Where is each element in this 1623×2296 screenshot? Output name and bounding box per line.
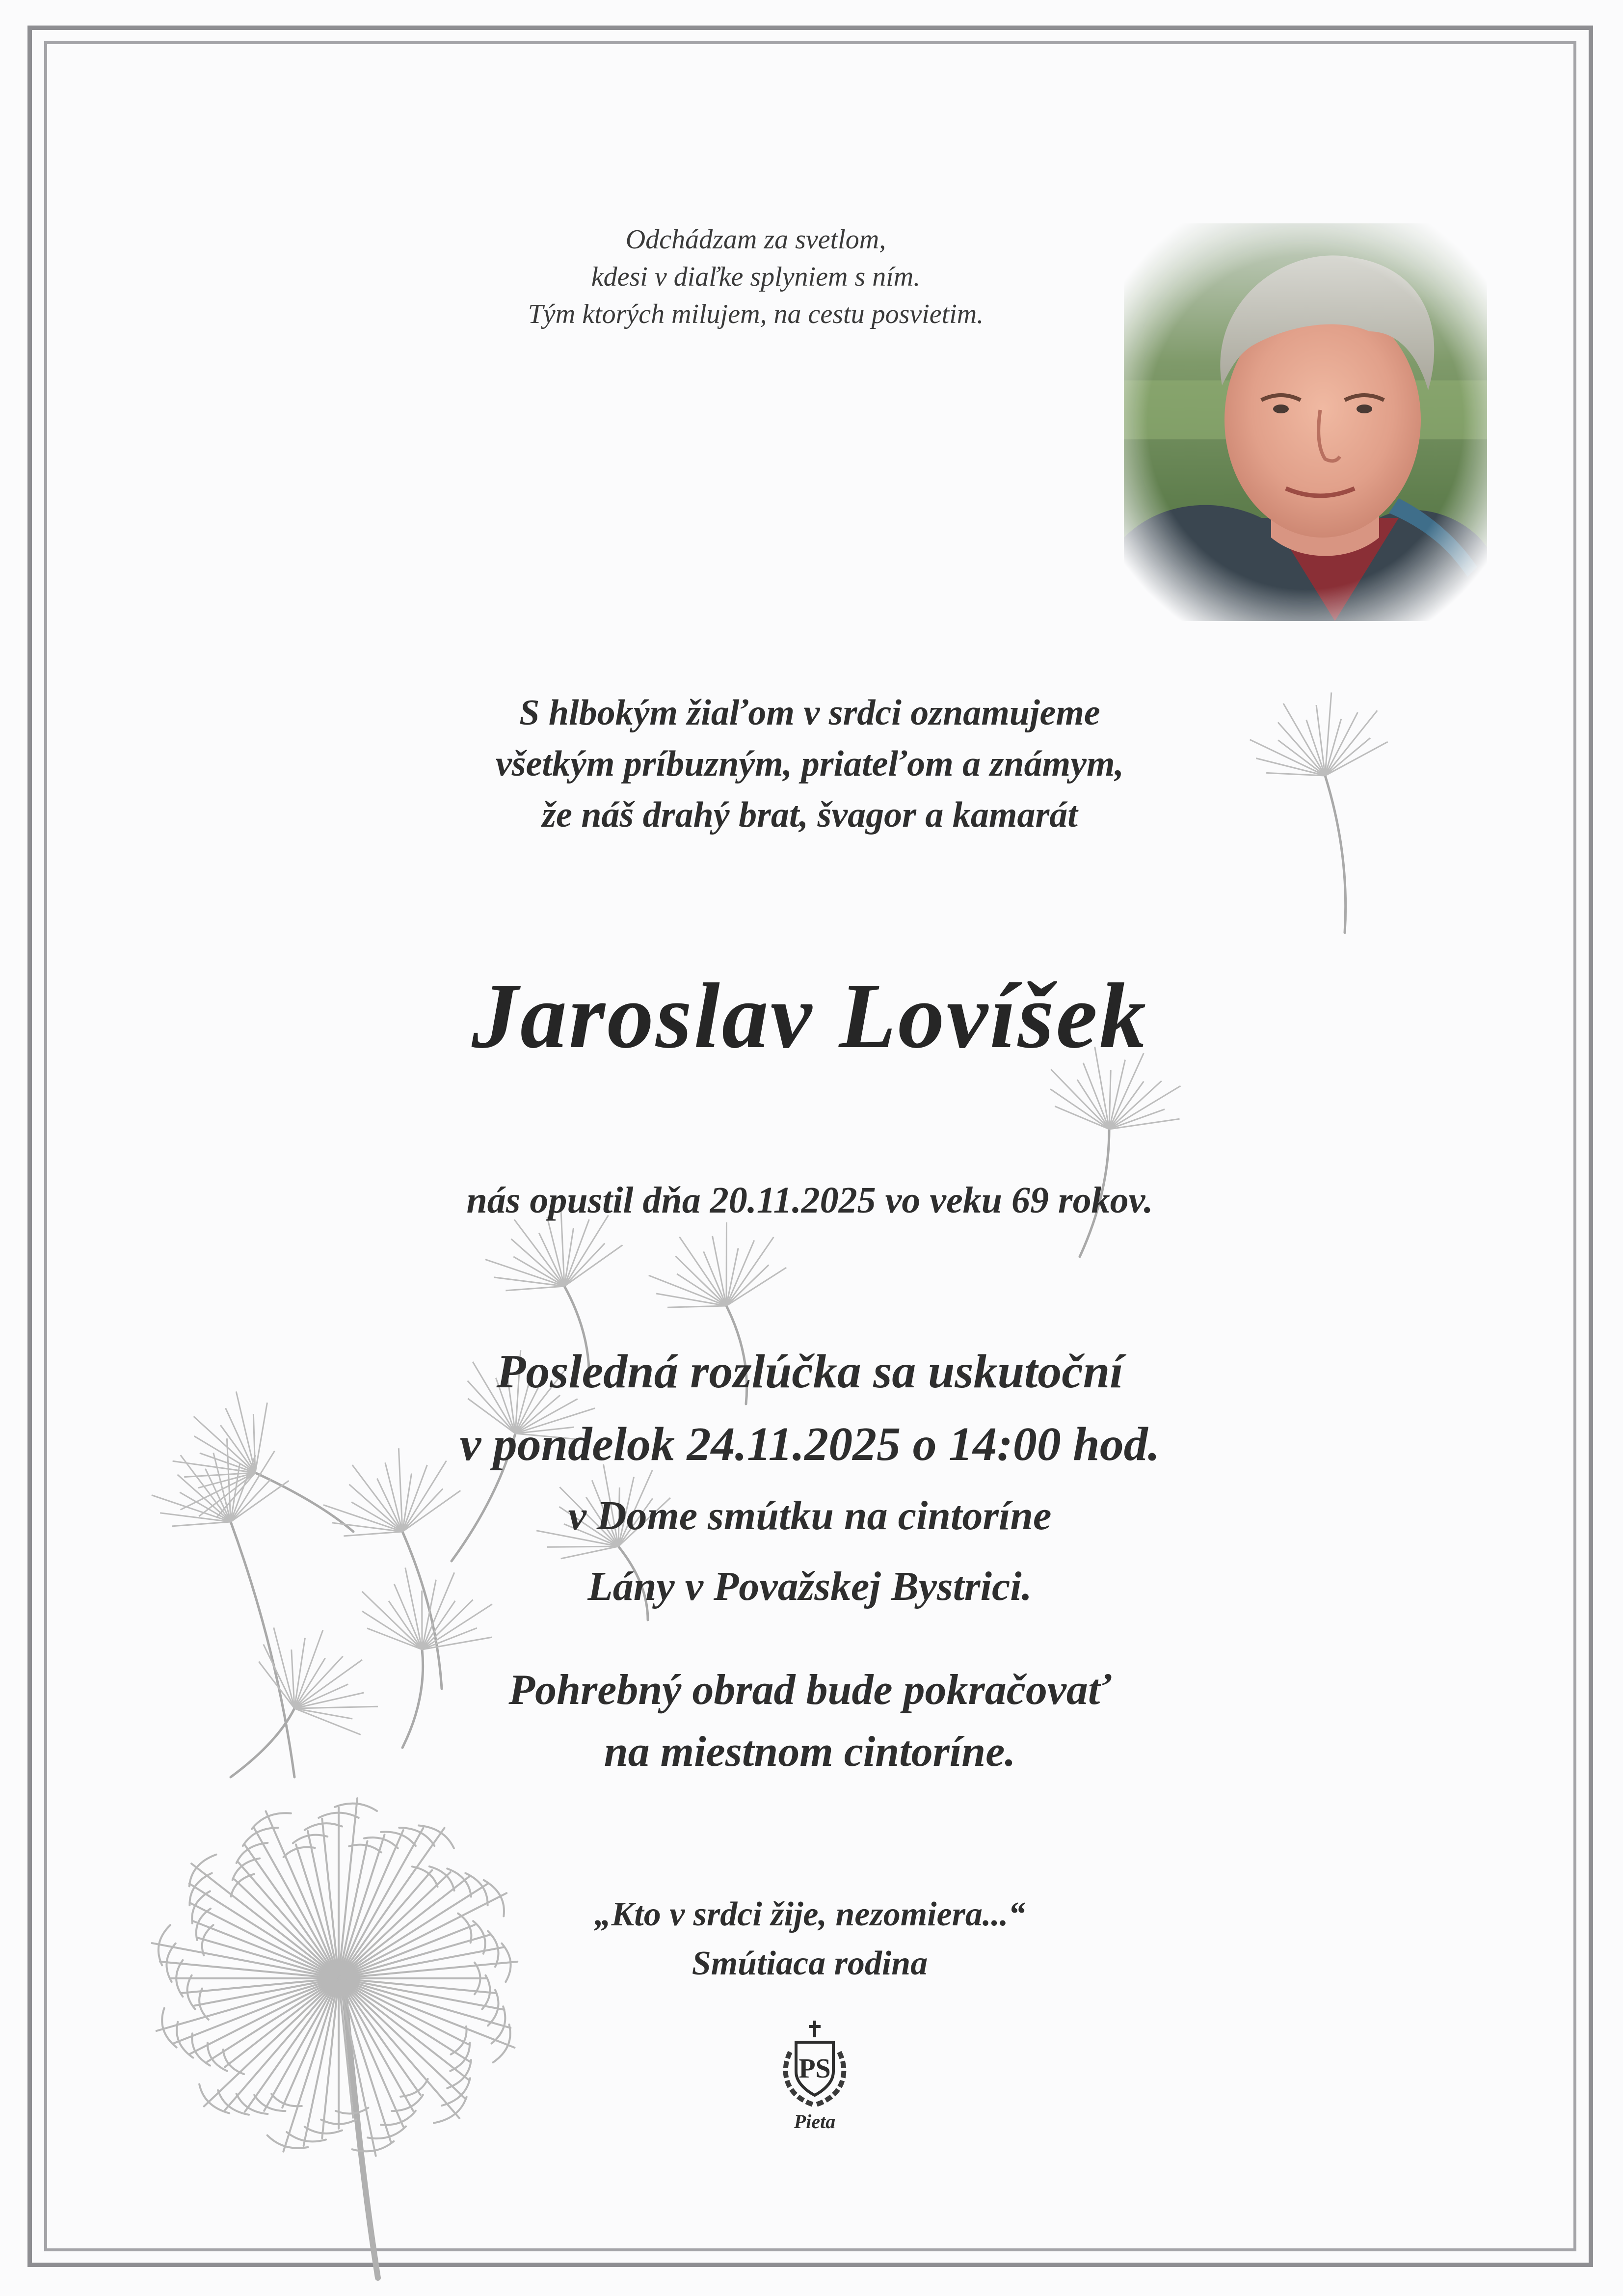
- closing-quote: „Kto v srdci žije, nezomiera...“: [594, 1895, 1026, 1933]
- announcement-line: že náš drahý brat, švagor a kamarát: [542, 795, 1078, 835]
- poem-line: kdesi v diaľke splyniem s ním.: [591, 262, 921, 292]
- pieta-emblem-icon: [771, 2018, 859, 2111]
- announcement-line: S hlbokým žiaľom v srdci oznamujeme: [519, 693, 1100, 733]
- portrait-photo: [1124, 223, 1487, 621]
- announcement: [245, 687, 1374, 840]
- poem-line: Odchádzam za svetlom,: [625, 224, 886, 255]
- farewell-line: Lány v Považskej Bystrici.: [587, 1564, 1032, 1609]
- signature: Smútiaca rodina: [692, 1945, 928, 1982]
- logo-monogram: PS: [798, 2053, 831, 2084]
- farewell-info: [245, 1335, 1374, 1622]
- closing: [245, 1890, 1374, 1988]
- poem: [373, 221, 1139, 333]
- poem-line: Tým ktorých milujem, na cestu posvietim.: [528, 299, 984, 329]
- burial-line: na miestnom cintoríne.: [604, 1728, 1016, 1776]
- pieta-logo: [771, 2018, 859, 2135]
- passing-notice: nás opustil dňa 20.11.2025 vo veku 69 rokov.: [466, 1180, 1153, 1221]
- farewell-line: Posledná rozlúčka sa uskutoční: [496, 1345, 1123, 1398]
- logo-name: Pieta: [794, 2110, 836, 2133]
- deceased-name: Jaroslav Lovíšek: [472, 965, 1148, 1068]
- farewell-line: v Dome smútku na cintoríne: [568, 1493, 1052, 1539]
- announcement-line: všetkým príbuzným, priateľom a známym,: [495, 744, 1124, 784]
- farewell-line: v pondelok 24.11.2025 o 14:00 hod.: [459, 1418, 1160, 1471]
- burial-info: [245, 1659, 1374, 1783]
- burial-line: Pohrebný obrad bude pokračovať: [508, 1666, 1111, 1714]
